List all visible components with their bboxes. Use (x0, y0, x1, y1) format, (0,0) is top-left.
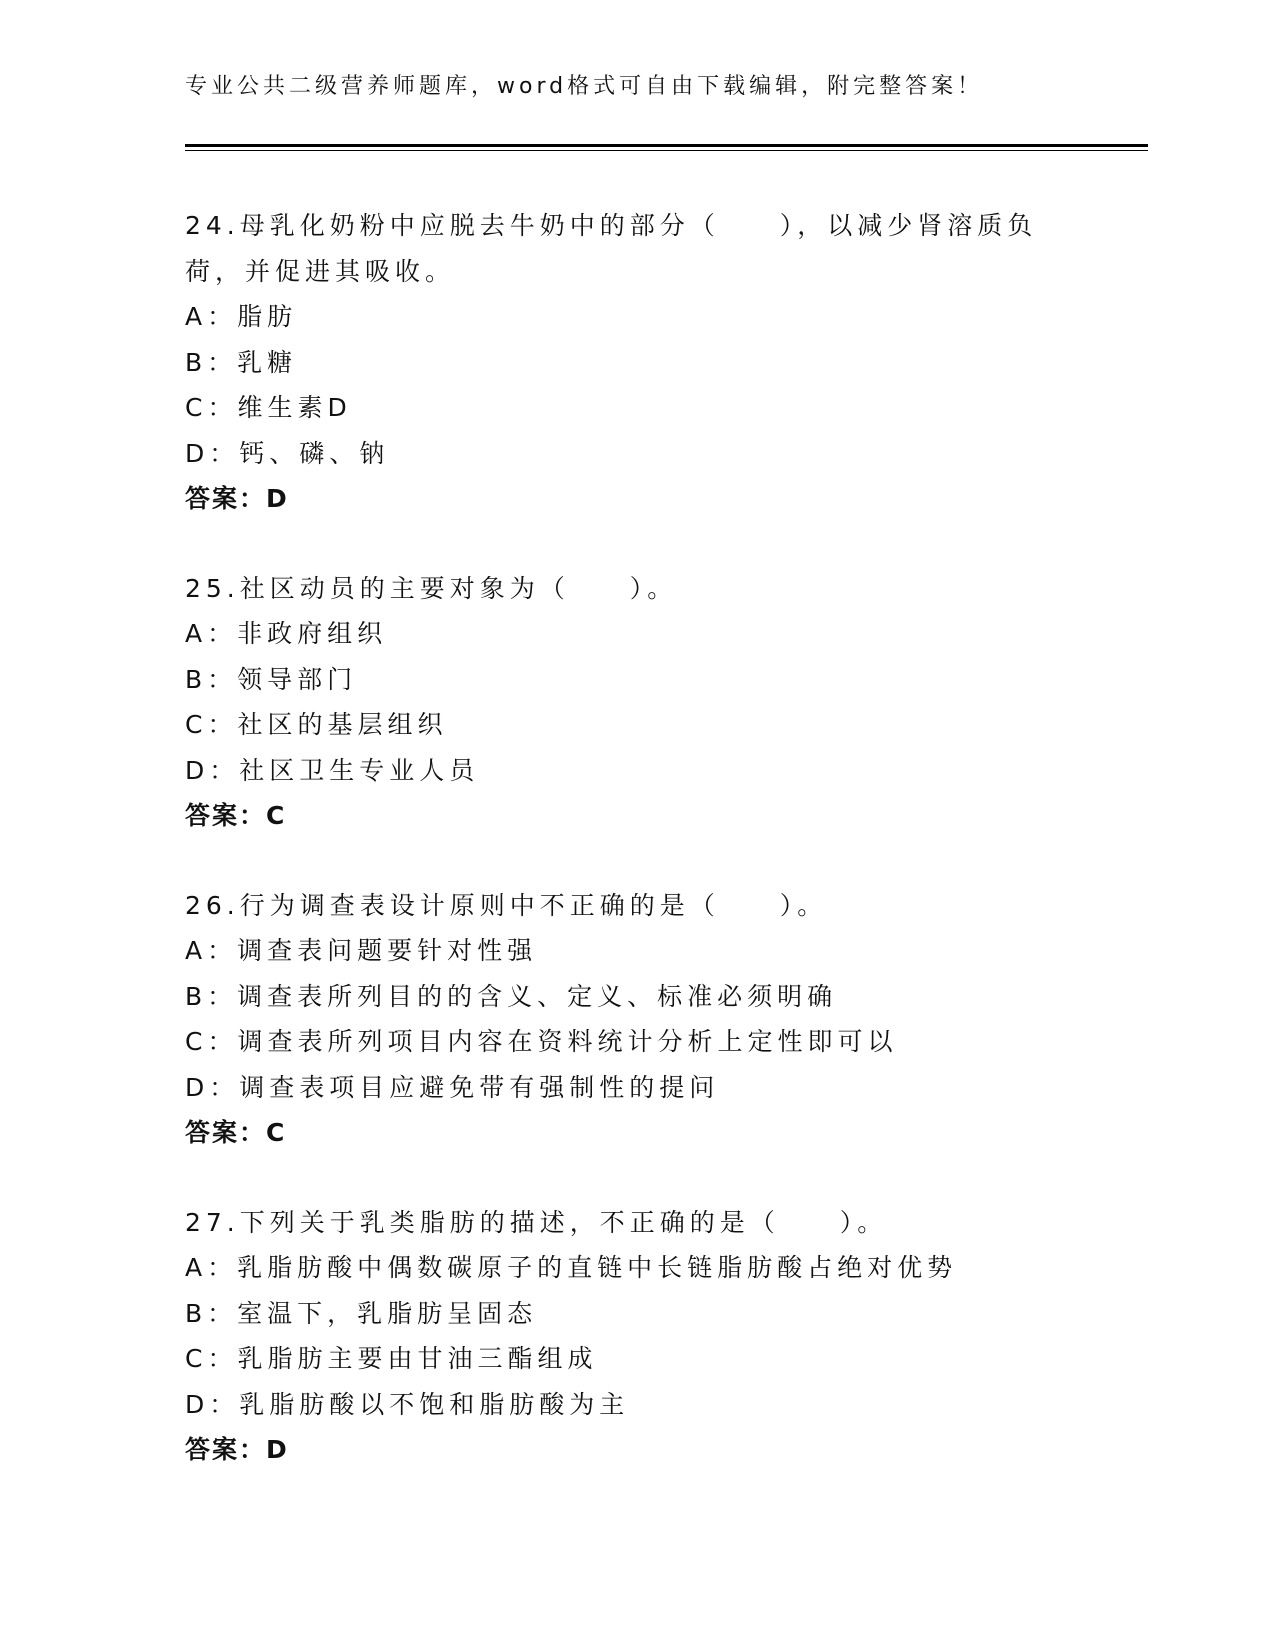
answer-label: 答案：C (185, 801, 287, 830)
option-a: A：非政府组织 (185, 619, 388, 648)
option-d: D：社区卫生专业人员 (185, 755, 480, 785)
header-rule-thick (185, 144, 1148, 147)
option-c: C：社区的基层组织 (185, 710, 448, 739)
option-c: C：调查表所列项目内容在资料统计分析上定性即可以 (185, 1027, 898, 1056)
option-d: D：乳脂肪酸以不饱和脂肪酸为主 (185, 1389, 630, 1419)
header-rule-thin (185, 150, 1148, 151)
option-c: C：乳脂肪主要由甘油三酯组成 (185, 1344, 598, 1373)
question-list (185, 203, 1085, 1517)
option-d: D：钙、磷、钠 (185, 438, 390, 468)
question-26 (185, 883, 1085, 1156)
option-d: D：调查表项目应避免带有强制性的提问 (185, 1072, 720, 1102)
option-a: A：调查表问题要针对性强 (185, 936, 538, 965)
page-header: 专业公共二级营养师题库，word格式可自由下载编辑，附完整答案！ (185, 74, 984, 99)
question-stem: 27.下列关于乳类脂肪的描述，不正确的是（ ）。 (185, 1207, 888, 1237)
answer-label: 答案：D (185, 484, 289, 513)
option-b: B：领导部门 (185, 664, 358, 694)
question-25 (185, 566, 1085, 839)
answer-label: 答案：D (185, 1435, 289, 1464)
question-24 (185, 203, 1085, 522)
question-27 (185, 1200, 1085, 1473)
option-b: B：乳糖 (185, 347, 298, 377)
answer-label: 答案：C (185, 1118, 287, 1147)
question-stem: 25.社区动员的主要对象为（ ）。 (185, 573, 678, 603)
question-stem: 24.母乳化奶粉中应脱去牛奶中的部分（ ），以减少肾溶质负荷，并促进其吸收。 (185, 211, 1038, 286)
option-a: A：脂肪 (185, 302, 298, 331)
option-b: B：室温下，乳脂肪呈固态 (185, 1298, 538, 1328)
option-a: A：乳脂肪酸中偶数碳原子的直链中长链脂肪酸占绝对优势 (185, 1253, 958, 1282)
question-stem: 26.行为调查表设计原则中不正确的是（ ）。 (185, 890, 828, 920)
option-c: C：维生素D (185, 393, 352, 422)
option-b: B：调查表所列目的的含义、定义、标准必须明确 (185, 981, 838, 1011)
